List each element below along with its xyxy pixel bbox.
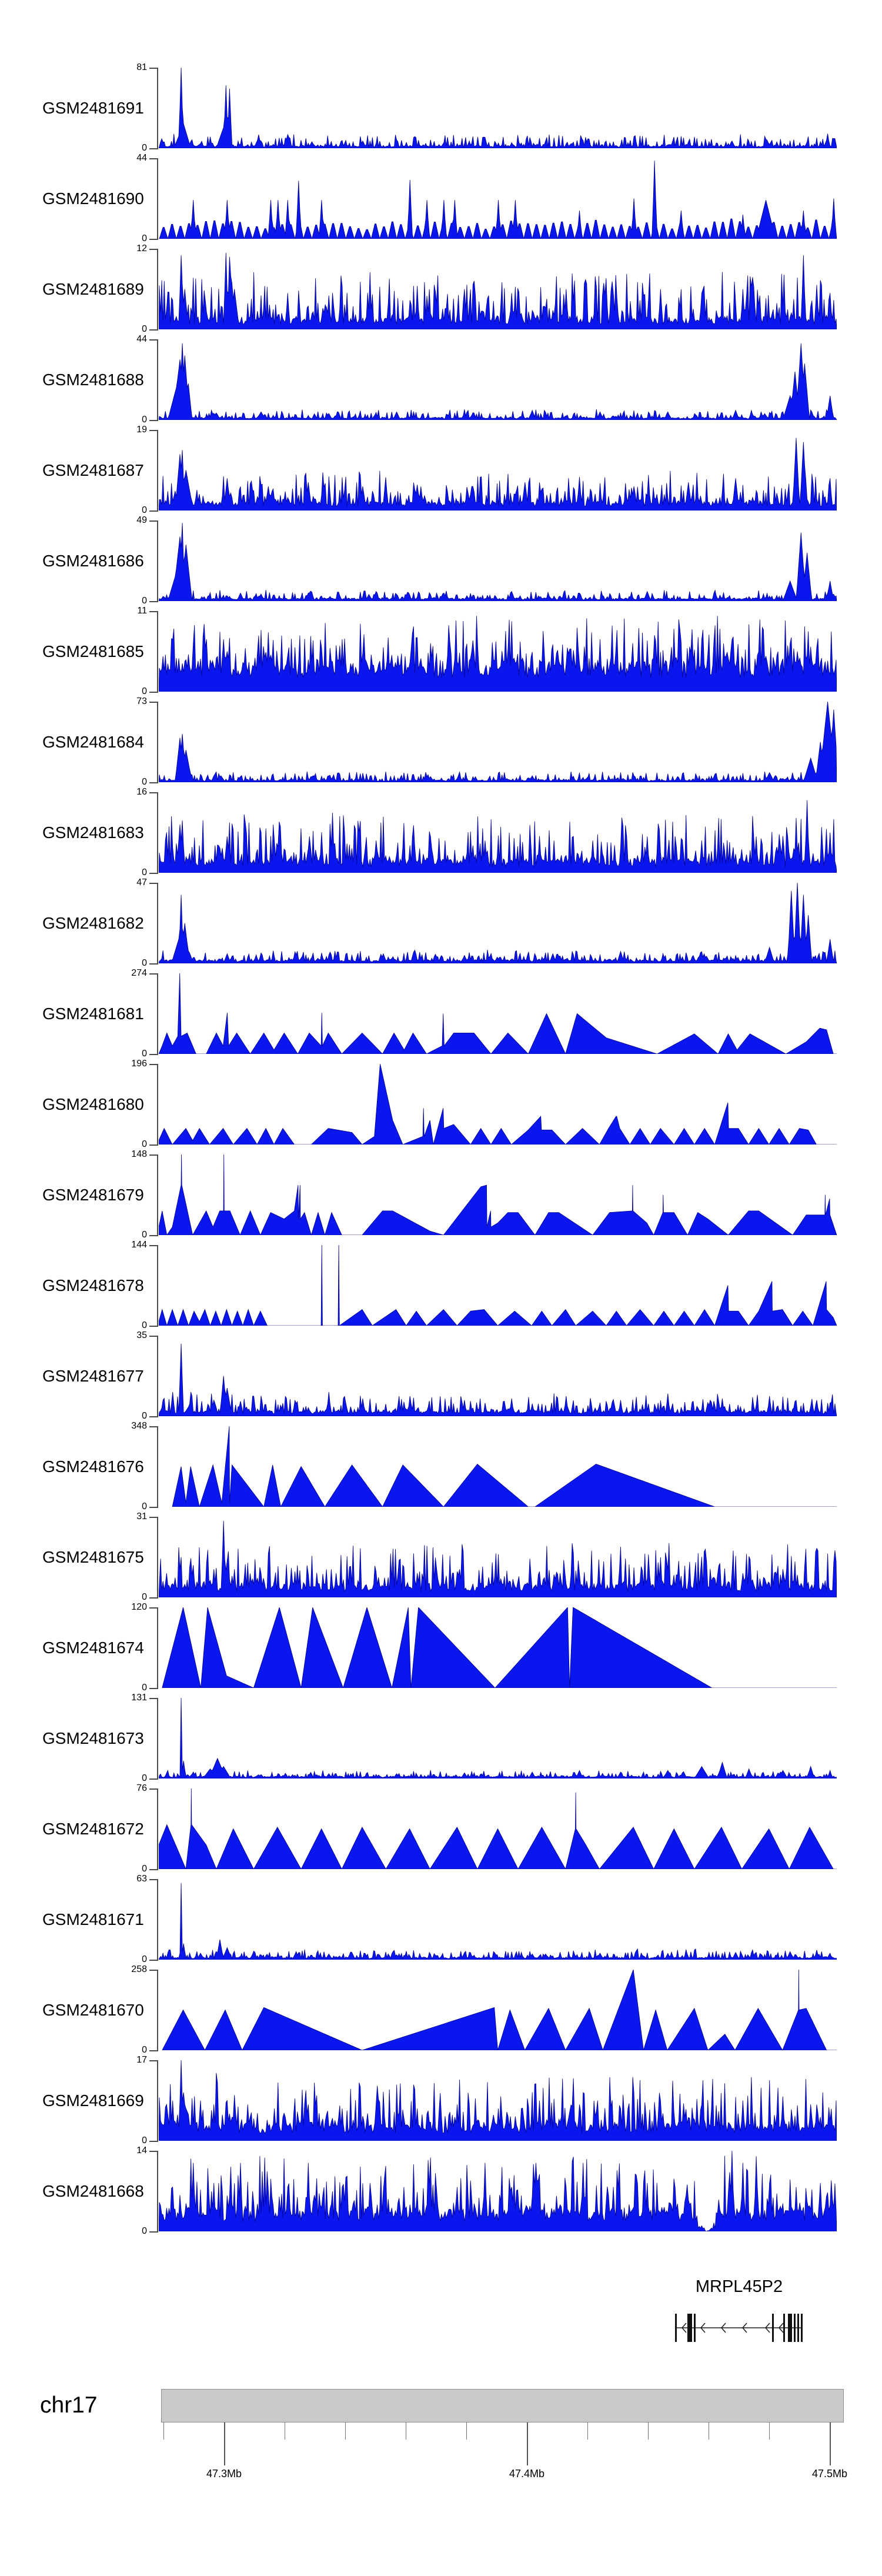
coverage-signal-area	[159, 1245, 837, 1326]
y-axis-zero-label: 0	[142, 1411, 147, 1421]
y-axis-tick	[149, 1698, 157, 1699]
y-axis-line	[157, 1245, 158, 1327]
y-axis-max-label: 148	[131, 1149, 147, 1159]
ruler-minor-tick	[345, 2422, 346, 2440]
y-axis-tick	[149, 792, 157, 793]
y-axis-tick	[149, 963, 157, 965]
y-axis-line	[157, 792, 158, 874]
y-axis-tick	[149, 2231, 157, 2233]
y-axis-tick	[149, 1597, 157, 1599]
y-axis-line	[157, 1698, 158, 1780]
y-axis-tick	[149, 1517, 157, 1518]
y-axis-zero-label: 0	[142, 2135, 147, 2145]
ruler-tick-label: 47.5Mb	[811, 2468, 848, 2480]
y-axis-zero-label: 0	[142, 415, 147, 425]
y-axis-tick	[149, 1688, 157, 1689]
gene-model-glyph	[670, 2311, 807, 2344]
y-axis-line	[157, 1064, 158, 1146]
y-axis-tick	[149, 2141, 157, 2142]
track-name-label: GSM2481684	[42, 733, 144, 751]
y-axis-line	[157, 430, 158, 512]
track-name-label: GSM2481671	[42, 1910, 144, 1928]
y-axis-max-label: 258	[131, 1964, 147, 1974]
track-name-label: GSM2481678	[42, 1276, 144, 1294]
y-axis-tick	[149, 692, 157, 693]
y-axis-line	[157, 2151, 158, 2233]
y-axis-max-label: 73	[136, 696, 147, 706]
coverage-signal-area	[159, 1607, 837, 1688]
y-axis-tick	[149, 510, 157, 512]
ruler-tick-label: 47.4Mb	[509, 2468, 545, 2480]
y-axis-max-label: 47	[136, 877, 147, 887]
y-axis-line	[157, 973, 158, 1055]
track-name-label: GSM2481677	[42, 1367, 144, 1385]
y-axis-zero-label: 0	[142, 233, 147, 243]
track-name-label: GSM2481672	[42, 1820, 144, 1838]
y-axis-tick	[149, 249, 157, 250]
y-axis-tick	[149, 1879, 157, 1880]
y-axis-tick	[149, 520, 157, 522]
coverage-signal-area	[159, 1879, 837, 1960]
coverage-signal-area	[159, 883, 837, 963]
y-axis-line	[157, 1788, 158, 1870]
ruler-minor-tick	[466, 2422, 467, 2440]
y-axis-zero-label: 0	[142, 1501, 147, 1511]
y-axis-tick	[149, 1245, 157, 1246]
ruler-minor-tick	[163, 2422, 164, 2440]
y-axis-tick	[149, 329, 157, 331]
coverage-signal-area	[159, 1064, 837, 1144]
y-axis-tick	[149, 2151, 157, 2152]
y-axis-max-label: 44	[136, 334, 147, 344]
y-axis-zero-label: 0	[142, 505, 147, 515]
track-name-label: GSM2481668	[42, 2182, 144, 2200]
y-axis-tick	[149, 68, 157, 69]
exon-bar	[801, 2314, 803, 2342]
track-name-label: GSM2481675	[42, 1548, 144, 1566]
y-axis-max-label: 49	[136, 515, 147, 525]
y-axis-max-label: 63	[136, 1874, 147, 1884]
y-axis-max-label: 144	[131, 1240, 147, 1250]
y-axis-tick	[149, 1607, 157, 1609]
y-axis-zero-label: 0	[142, 1049, 147, 1059]
y-axis-zero-label: 0	[142, 2045, 147, 2055]
y-axis-line	[157, 1517, 158, 1599]
track-name-label: GSM2481689	[42, 280, 144, 298]
coverage-signal-area	[159, 792, 837, 873]
y-axis-zero-label: 0	[142, 1954, 147, 1964]
y-axis-tick	[149, 601, 157, 602]
y-axis-tick	[149, 611, 157, 612]
y-axis-zero-label: 0	[142, 1139, 147, 1149]
track-name-label: GSM2481679	[42, 1186, 144, 1204]
coverage-signal-area	[159, 520, 837, 601]
y-axis-tick	[149, 1144, 157, 1146]
ruler-major-tick	[527, 2422, 528, 2465]
y-axis-max-label: 44	[136, 153, 147, 163]
y-axis-zero-label: 0	[142, 324, 147, 334]
y-axis-tick	[149, 2060, 157, 2061]
coverage-signal-area	[159, 1698, 837, 1778]
y-axis-tick	[149, 1235, 157, 1236]
y-axis-line	[157, 339, 158, 421]
y-axis-line	[157, 2060, 158, 2142]
y-axis-tick	[149, 1869, 157, 1870]
y-axis-max-label: 196	[131, 1059, 147, 1069]
y-axis-max-label: 16	[136, 787, 147, 797]
y-axis-tick	[149, 339, 157, 341]
coverage-signal-area	[159, 1154, 837, 1235]
coverage-signal-area	[159, 2151, 837, 2231]
track-name-label: GSM2481690	[42, 189, 144, 208]
exon-bar	[783, 2314, 785, 2342]
coverage-signal-area	[159, 973, 837, 1054]
y-axis-line	[157, 1426, 158, 1508]
chromosome-label: chr17	[40, 2393, 98, 2418]
y-axis-tick	[149, 1336, 157, 1337]
coverage-signal-area	[159, 1517, 837, 1597]
y-axis-max-label: 120	[131, 1602, 147, 1612]
y-axis-zero-label: 0	[142, 958, 147, 968]
y-axis-max-label: 274	[131, 968, 147, 978]
track-name-label: GSM2481673	[42, 1729, 144, 1747]
y-axis-zero-label: 0	[142, 1592, 147, 1602]
y-axis-line	[157, 1336, 158, 1417]
y-axis-tick	[149, 148, 157, 149]
track-name-label: GSM2481680	[42, 1095, 144, 1113]
y-axis-zero-label: 0	[142, 686, 147, 696]
y-axis-zero-label: 0	[142, 1230, 147, 1240]
y-axis-zero-label: 0	[142, 867, 147, 877]
y-axis-line	[157, 68, 158, 149]
y-axis-zero-label: 0	[142, 143, 147, 153]
track-name-label: GSM2481670	[42, 2001, 144, 2019]
ruler-minor-tick	[769, 2422, 770, 2440]
ruler-major-tick	[830, 2422, 831, 2465]
y-axis-max-label: 17	[136, 2055, 147, 2065]
y-axis-tick	[149, 1960, 157, 1961]
y-axis-tick	[149, 1788, 157, 1790]
ruler-minor-tick	[587, 2422, 588, 2440]
gene-name-label: MRPL45P2	[695, 2277, 783, 2296]
track-name-label: GSM2481686	[42, 552, 144, 570]
track-name-label: GSM2481682	[42, 914, 144, 932]
ruler-tick-label: 47.3Mb	[206, 2468, 242, 2480]
exon-bar	[694, 2314, 696, 2342]
y-axis-tick	[149, 1326, 157, 1327]
y-axis-line	[157, 702, 158, 783]
y-axis-zero-label: 0	[142, 1864, 147, 1874]
y-axis-tick	[149, 702, 157, 703]
ruler-major-tick	[224, 2422, 225, 2465]
y-axis-zero-label: 0	[142, 1683, 147, 1693]
track-name-label: GSM2481676	[42, 1457, 144, 1476]
y-axis-tick	[149, 158, 157, 159]
y-axis-tick	[149, 1778, 157, 1780]
y-axis-tick	[149, 873, 157, 874]
exon-bar	[675, 2314, 677, 2342]
coverage-signal-area	[159, 1788, 837, 1869]
coverage-signal-area	[159, 611, 837, 692]
track-name-label: GSM2481669	[42, 2091, 144, 2110]
coverage-signal-area	[159, 1336, 837, 1416]
y-axis-tick	[149, 430, 157, 431]
coverage-signal-area	[159, 702, 837, 782]
y-axis-max-label: 12	[136, 243, 147, 253]
y-axis-zero-label: 0	[142, 2226, 147, 2236]
y-axis-max-label: 348	[131, 1421, 147, 1431]
ruler-minor-tick	[648, 2422, 649, 2440]
y-axis-max-label: 31	[136, 1511, 147, 1521]
y-axis-zero-label: 0	[142, 1320, 147, 1330]
track-name-label: GSM2481691	[42, 99, 144, 117]
exon-bar	[687, 2314, 692, 2342]
y-axis-max-label: 19	[136, 425, 147, 435]
coverage-signal-area	[159, 2060, 837, 2141]
exon-bar	[797, 2314, 799, 2342]
y-axis-zero-label: 0	[142, 777, 147, 787]
y-axis-line	[157, 611, 158, 693]
track-name-label: GSM2481685	[42, 642, 144, 660]
y-axis-tick	[149, 1416, 157, 1417]
y-axis-max-label: 11	[137, 606, 147, 616]
y-axis-tick	[149, 782, 157, 783]
coverage-signal-area	[159, 158, 837, 239]
y-axis-tick	[149, 973, 157, 975]
y-axis-tick	[149, 1054, 157, 1055]
y-axis-line	[157, 1607, 158, 1689]
track-name-label: GSM2481681	[42, 1005, 144, 1023]
track-name-label: GSM2481687	[42, 461, 144, 479]
y-axis-tick	[149, 239, 157, 240]
coverage-signal-area	[159, 430, 837, 510]
coverage-signal-area	[159, 249, 837, 329]
coverage-signal-area	[159, 1970, 837, 2050]
y-axis-line	[157, 1879, 158, 1961]
exon-bar	[794, 2314, 796, 2342]
y-axis-max-label: 14	[136, 2145, 147, 2155]
y-axis-max-label: 35	[136, 1330, 147, 1340]
exon-bar	[788, 2314, 792, 2342]
y-axis-line	[157, 520, 158, 602]
y-axis-tick	[149, 2050, 157, 2051]
y-axis-tick	[149, 883, 157, 884]
y-axis-max-label: 131	[131, 1693, 147, 1703]
coverage-signal-area	[159, 339, 837, 420]
y-axis-line	[157, 1154, 158, 1236]
y-axis-tick	[149, 420, 157, 421]
y-axis-tick	[149, 1507, 157, 1508]
y-axis-line	[157, 158, 158, 240]
y-axis-tick	[149, 1154, 157, 1156]
coverage-signal-area	[159, 68, 837, 148]
y-axis-zero-label: 0	[142, 1773, 147, 1783]
track-name-label: GSM2481674	[42, 1639, 144, 1657]
coverage-signal-area	[159, 1426, 837, 1507]
y-axis-zero-label: 0	[142, 596, 147, 606]
chromosome-ideogram-bar	[161, 2389, 844, 2422]
y-axis-max-label: 76	[136, 1783, 147, 1793]
y-axis-max-label: 81	[136, 62, 147, 72]
y-axis-line	[157, 1970, 158, 2051]
exon-bar	[772, 2314, 774, 2342]
y-axis-line	[157, 883, 158, 965]
y-axis-tick	[149, 1426, 157, 1427]
y-axis-line	[157, 249, 158, 331]
track-name-label: GSM2481683	[42, 823, 144, 842]
track-name-label: GSM2481688	[42, 371, 144, 389]
y-axis-tick	[149, 1064, 157, 1065]
y-axis-tick	[149, 1970, 157, 1971]
